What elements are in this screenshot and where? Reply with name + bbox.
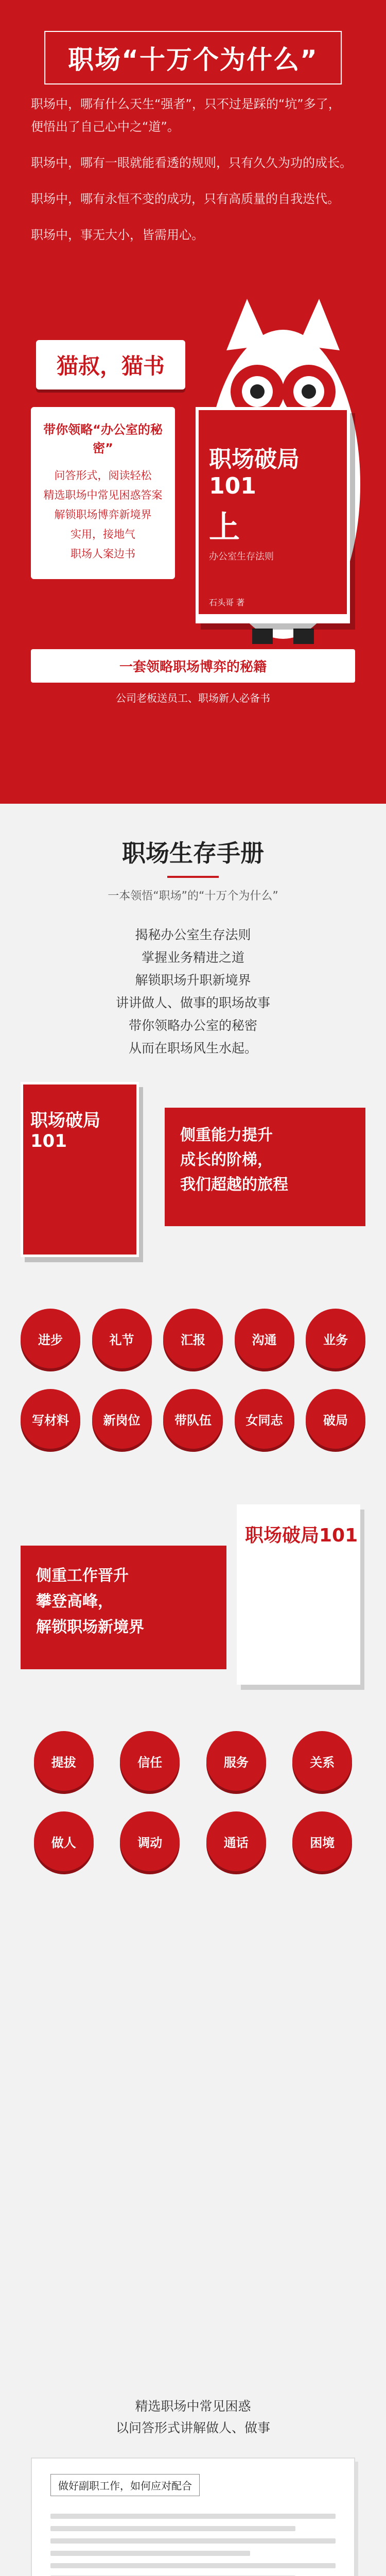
tag-dot: 进步	[21, 1309, 80, 1368]
tag-dot: 通话	[206, 1811, 266, 1871]
tag-dot: 调动	[120, 1811, 180, 1871]
hero-intro	[31, 93, 355, 246]
text-line: 揭秘办公室生存法则	[135, 927, 251, 942]
text-line	[50, 2514, 336, 2519]
card-lead: 带你领略“办公室的秘密”	[43, 422, 163, 455]
tag-dot: 关系	[292, 1731, 352, 1791]
book-title: 职场破局101	[245, 1525, 358, 1546]
intro-line: 以问答形式讲解做人、做事	[115, 2420, 270, 2435]
hero-title: 职场“十万个为什么”	[44, 31, 342, 84]
tag-dot: 信任	[120, 1731, 180, 1791]
book-cover	[237, 1504, 360, 1685]
feature-card	[31, 407, 175, 579]
card-line: 精选职场中常见困惑答案	[43, 489, 163, 501]
card-line: 实用，接地气	[71, 528, 135, 540]
tag-grid	[21, 1309, 365, 1469]
highlight-label: 一套领略职场博弈的秘籍	[31, 649, 355, 683]
book-title: 职场破局101	[30, 1110, 100, 1151]
feature-line: 我们超越的旅程	[180, 1176, 288, 1194]
tag-row	[21, 1731, 365, 1791]
text-line: 掌握业务精进之道	[141, 950, 244, 965]
hero-section	[0, 0, 386, 804]
intro-line: 职场中，哪有什么天生“强者”，只不过是踩的“坑”多了，	[31, 97, 341, 111]
tag-row	[21, 1811, 365, 1871]
tag-dot: 礼节	[92, 1309, 152, 1368]
book-subtitle: 办公室生存法则	[209, 551, 274, 562]
feature-line: 侧重能力提升	[180, 1126, 273, 1144]
book-volume: 上	[209, 510, 240, 546]
tag-dot: 汇报	[163, 1309, 223, 1368]
sample-title: 做好副职工作，如何应对配合	[50, 2474, 200, 2496]
tag-dot: 做人	[34, 1811, 94, 1871]
section-head	[0, 804, 386, 903]
text-line	[50, 2563, 336, 2568]
tag-dot: 服务	[206, 1731, 266, 1791]
sample-section	[0, 2375, 386, 2576]
card-line: 解锁职场博弈新境界	[54, 509, 152, 521]
climb-line: 侧重工作晋升	[36, 1567, 129, 1585]
book-cover	[21, 1082, 139, 1257]
card-line: 职场人案边书	[71, 548, 135, 560]
manual-section	[0, 804, 386, 2375]
tag-dot: 女同志	[235, 1389, 294, 1449]
tag-dot: 提拔	[34, 1731, 94, 1791]
tag-dot: 带队伍	[163, 1389, 223, 1449]
intro-line: 职场中，事无大小，皆需用心。	[31, 228, 204, 242]
intro-line: 便悟出了自己心中之“道”。	[31, 120, 180, 134]
section-subtitle: 一本领悟“职场”的“十万个为什么”	[108, 890, 278, 903]
section-title: 职场生存手册	[122, 839, 264, 867]
card-line: 问答形式，阅读轻松	[54, 469, 152, 482]
text-line: 解锁职场升职新境界	[135, 973, 251, 988]
feature-box	[165, 1108, 365, 1226]
feature-line: 成长的阶梯，	[180, 1151, 273, 1169]
book-title: 职场破局101	[209, 446, 300, 499]
intro-line: 职场中，哪有一眼就能看透的规则，只有久久为功的成长。	[31, 156, 352, 170]
highlight-note: 公司老板送员工、职场新人必备书	[116, 692, 270, 704]
owl-badge: 猫叔，猫书	[36, 340, 185, 389]
climb-row	[21, 1504, 365, 1700]
sample-intro	[0, 2375, 386, 2439]
title-underline	[167, 876, 219, 878]
tag-row	[21, 1309, 365, 1368]
tag-dot: 沟通	[235, 1309, 294, 1368]
tag-row	[21, 1389, 365, 1449]
tag-dot: 新岗位	[92, 1389, 152, 1449]
text-line: 讲讲做人、做事的职场故事	[115, 995, 270, 1010]
sample-page	[31, 2458, 355, 2576]
climb-line: 攀登高峰，	[36, 1592, 113, 1611]
climb-line: 解锁职场新境界	[36, 1618, 144, 1636]
intro-line: 职场中，哪有永恒不变的成功，只有高质量的自我迭代。	[31, 192, 340, 206]
tag-dot: 困境	[292, 1811, 352, 1871]
section-text	[0, 924, 386, 1060]
text-line	[50, 2551, 250, 2556]
text-line	[50, 2538, 336, 2544]
feature-row	[21, 1082, 365, 1267]
text-line	[50, 2526, 295, 2531]
tag-grid	[21, 1731, 365, 1892]
tag-dot: 破局	[306, 1389, 365, 1449]
text-line: 带你领略办公室的秘密	[128, 1018, 257, 1033]
tag-dot: 业务	[306, 1309, 365, 1368]
climb-box	[21, 1546, 226, 1669]
tag-dot: 写材料	[21, 1389, 80, 1449]
book-author: 石头哥 著	[209, 598, 245, 607]
hero-highlight	[31, 649, 355, 706]
text-line: 从而在职场风生水起。	[128, 1041, 257, 1056]
intro-line: 精选职场中常见困惑	[135, 2399, 251, 2414]
book-band	[199, 614, 347, 620]
book-cover	[196, 407, 350, 623]
